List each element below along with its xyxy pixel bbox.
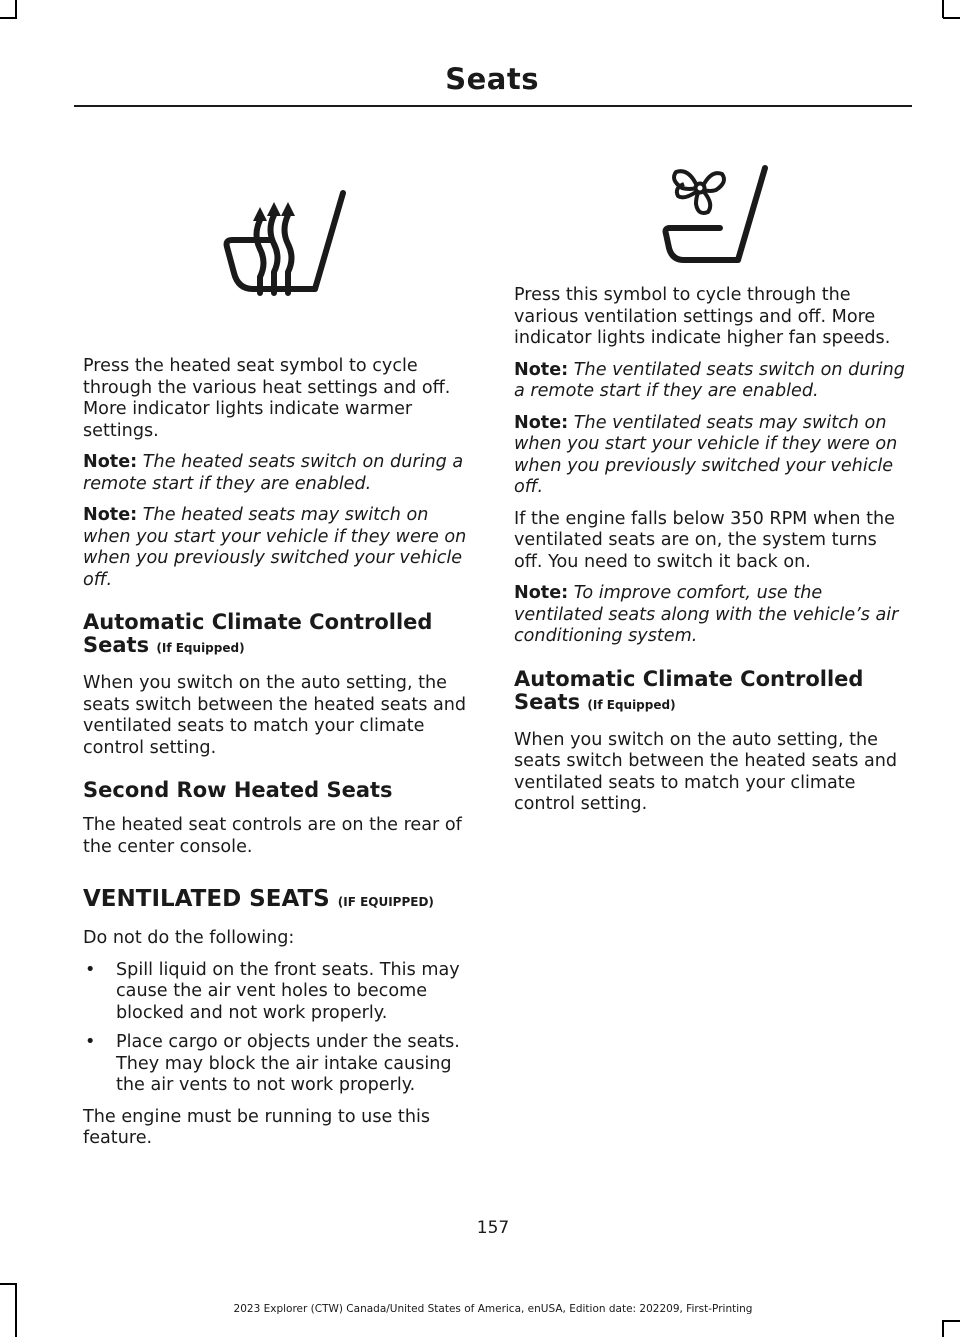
- note-label: Note:: [514, 583, 569, 603]
- heading-text: Automatic Climate Controlled Seats: [83, 610, 433, 657]
- heading-qualifier: (If Equipped): [156, 641, 245, 655]
- note-heated-switch-on: [83, 505, 475, 591]
- crop-mark: [15, 0, 17, 18]
- note-ventilated-remote-start: [514, 360, 906, 403]
- note-label: Note:: [83, 452, 138, 472]
- note-text: The ventilated seats switch on during a remote start if they are enabled.: [514, 359, 905, 401]
- note-text: The heated seats may switch on when you start your vehicle if they were on when you previously switched your vehicle off.: [83, 505, 467, 590]
- crop-mark: [943, 17, 960, 19]
- engine-running-note: The engine must be running to use this feature.: [83, 1106, 431, 1148]
- bullet-marker: •: [85, 959, 96, 980]
- do-not-list: [83, 960, 475, 1097]
- heading-second-row-heated-seats: Second Row Heated Seats: [83, 778, 393, 802]
- note-text: To improve comfort, use the ventilated seats along with the vehicle’s air conditioning system.: [514, 583, 899, 646]
- heading-text: VENTILATED SEATS: [83, 886, 330, 912]
- crop-mark: [942, 0, 944, 18]
- auto-setting-description: When you switch on the auto setting, the seats switch between the heated seats and ventilated seats to match your climate control setting.: [514, 729, 898, 814]
- note-label: Note:: [514, 359, 569, 380]
- note-text: The heated seats switch on during a remote start if they are enabled.: [83, 452, 464, 494]
- do-not-intro: Do not do the following:: [83, 928, 295, 948]
- list-item: [83, 960, 475, 1025]
- heading-automatic-climate-seats: [514, 668, 906, 717]
- heated-seat-icon: [220, 185, 350, 300]
- heading-automatic-climate-seats: [83, 611, 475, 660]
- crop-mark: [0, 17, 17, 19]
- note-label: Note:: [514, 412, 569, 433]
- heading-text: Automatic Climate Controlled Seats: [514, 666, 864, 714]
- ventilated-seat-icon: [662, 160, 782, 268]
- note-comfort: [514, 583, 906, 648]
- crop-mark: [0, 1283, 17, 1285]
- auto-setting-description: When you switch on the auto setting, the seats switch between the heated seats and ventilated seats to match your climate control setting.: [83, 673, 467, 758]
- page-number: 157: [476, 1218, 510, 1238]
- engine-rpm-description: If the engine falls below 350 RPM when the ventilated seats are on, the system turns off. You need to switch it back on.: [514, 508, 895, 572]
- page-title: Seats: [445, 62, 539, 96]
- edition-footer: 2023 Explorer (CTW) Canada/United States of America, enUSA, Edition date: 202209, First-Printing: [233, 1303, 753, 1315]
- right-column: [514, 285, 906, 826]
- list-item-text: Place cargo or objects under the seats. They may block the air intake causing the air vents to not work properly.: [116, 1032, 460, 1095]
- ventilated-seat-description: Press this symbol to cycle through the various ventilation settings and off. More indicator lights indicate higher fan speeds.: [514, 285, 891, 348]
- heading-qualifier: (If Equipped): [587, 697, 676, 712]
- list-item-text: Spill liquid on the front seats. This may cause the air vent holes to become blocked and not work properly.: [116, 959, 460, 1023]
- note-text: The ventilated seats may switch on when you start your vehicle if they were on when you previously switched your vehicle off.: [514, 412, 898, 497]
- heated-seat-description: Press the heated seat symbol to cycle through the various heat settings and off. More indicator lights indicate warmer settings.: [83, 356, 451, 441]
- list-item: [83, 1032, 475, 1097]
- note-ventilated-switch-on: [514, 413, 906, 499]
- note-label: Note:: [83, 505, 138, 525]
- left-column: [83, 356, 475, 1160]
- heading-ventilated-seats: [83, 886, 475, 915]
- second-row-description: The heated seat controls are on the rear of the center console.: [83, 815, 462, 857]
- header-rule: [74, 105, 912, 107]
- bullet-marker: •: [85, 1032, 96, 1052]
- crop-mark: [942, 1320, 944, 1337]
- heading-qualifier: (IF EQUIPPED): [337, 895, 434, 909]
- note-heated-remote-start: [83, 452, 475, 495]
- crop-mark: [943, 1320, 960, 1322]
